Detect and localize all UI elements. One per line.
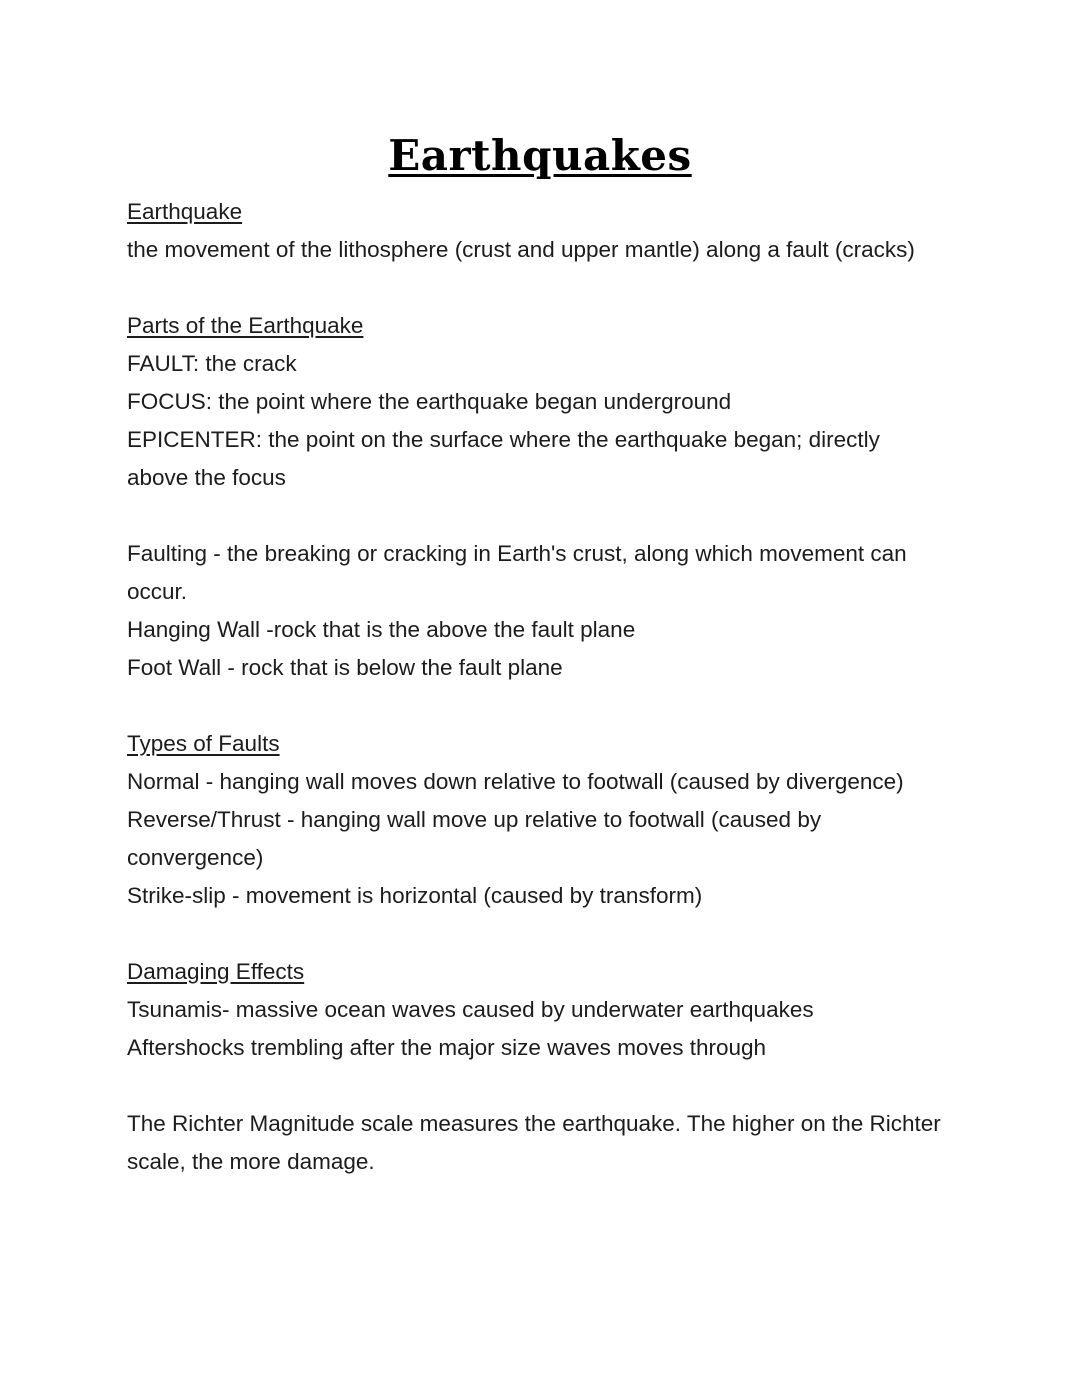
text-line: the movement of the lithosphere (crust and upper mantle) along a fault (cracks) <box>127 237 915 262</box>
text-line: Strike-slip - movement is horizontal (caused by transform) <box>127 883 703 908</box>
text-line: Tsunamis- massive ocean waves caused by underwater earthquakes <box>127 997 814 1022</box>
text-line: Hanging Wall -rock that is the above the fault plane <box>127 617 636 642</box>
text-line: EPICENTER: the point on the surface where the earthquake began; directly above the focus <box>127 427 880 490</box>
text-line: Aftershocks trembling after the major size waves moves through <box>127 1035 767 1060</box>
text-line: FOCUS: the point where the earthquake began underground <box>127 389 732 414</box>
section-faulting <box>127 535 947 687</box>
section-heading-types-of-faults: Types of Faults <box>127 731 280 756</box>
section-parts-of-the-earthquake <box>127 307 947 497</box>
text-line: FAULT: the crack <box>127 351 297 376</box>
section-earthquake <box>127 193 947 269</box>
text-line: Foot Wall - rock that is below the fault plane <box>127 655 563 680</box>
section-damaging-effects <box>127 953 947 1067</box>
section-heading-damaging-effects: Damaging Effects <box>127 959 305 984</box>
text-line: Normal - hanging wall moves down relative to footwall (caused by divergence) <box>127 769 904 794</box>
text-line: The Richter Magnitude scale measures the earthquake. The higher on the Richter scale, the more damage. <box>127 1111 941 1174</box>
section-types-of-faults <box>127 725 947 915</box>
section-heading-parts-of-the-earthquake: Parts of the Earthquake <box>127 313 364 338</box>
section-richter-scale <box>127 1105 947 1181</box>
text-line: Faulting - the breaking or cracking in Earth's crust, along which movement can occur. <box>127 541 907 604</box>
text-line: Reverse/Thrust - hanging wall move up relative to footwall (caused by convergence) <box>127 807 822 870</box>
document-title: Earthquakes <box>388 131 692 180</box>
section-heading-earthquake: Earthquake <box>127 199 243 224</box>
